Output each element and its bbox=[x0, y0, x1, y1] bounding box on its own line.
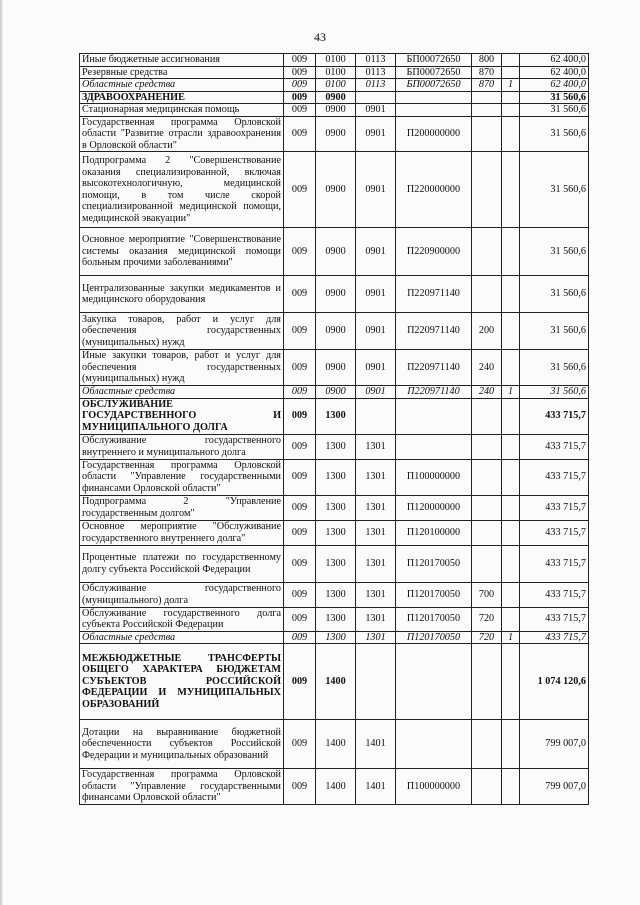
row-expense-type-code: 720 bbox=[472, 607, 502, 631]
row-subsection-code: 0901 bbox=[356, 386, 396, 399]
row-amount: 1 074 120,6 bbox=[520, 644, 589, 720]
row-expense-type-code bbox=[472, 644, 502, 720]
row-ved-code: 009 bbox=[284, 398, 316, 434]
row-expense-type-code bbox=[472, 116, 502, 152]
table-row bbox=[80, 398, 589, 434]
row-source-code bbox=[502, 313, 520, 350]
row-name: Дотации на выравнивание бюджетной обеспеченности субъектов Российской Федерации и муниципальных образований bbox=[80, 720, 284, 769]
row-source-code bbox=[502, 434, 520, 459]
row-target-code bbox=[396, 434, 472, 459]
row-name: Централизованные закупки медикаментов и медицинского оборудования bbox=[80, 276, 284, 313]
row-expense-type-code: 200 bbox=[472, 313, 502, 350]
row-source-code: 1 bbox=[502, 386, 520, 399]
row-target-code bbox=[396, 91, 472, 104]
row-expense-type-code bbox=[472, 434, 502, 459]
row-ved-code: 009 bbox=[284, 228, 316, 276]
row-section-code: 1300 bbox=[316, 495, 356, 520]
row-subsection-code: 1301 bbox=[356, 631, 396, 644]
row-section-code: 0900 bbox=[316, 228, 356, 276]
row-expense-type-code bbox=[472, 520, 502, 545]
row-section-code: 1400 bbox=[316, 644, 356, 720]
table-row bbox=[80, 386, 589, 399]
page-number: 43 bbox=[314, 30, 326, 44]
row-ved-code: 009 bbox=[284, 459, 316, 495]
row-source-code bbox=[502, 398, 520, 434]
row-ved-code: 009 bbox=[284, 607, 316, 631]
row-subsection-code bbox=[356, 91, 396, 104]
row-name: Процентные платежи по государственному долгу субъекта Российской Федерации bbox=[80, 545, 284, 582]
row-source-code bbox=[502, 228, 520, 276]
row-name: ОБСЛУЖИВАНИЕ ГОСУДАРСТВЕННОГО И МУНИЦИПАЛЬНОГО ДОЛГА bbox=[80, 398, 284, 434]
row-target-code: П120170050 bbox=[396, 631, 472, 644]
row-source-code bbox=[502, 66, 520, 79]
row-target-code: П120170050 bbox=[396, 545, 472, 582]
row-subsection-code: 0901 bbox=[356, 350, 396, 386]
row-target-code bbox=[396, 644, 472, 720]
row-source-code bbox=[502, 545, 520, 582]
row-ved-code: 009 bbox=[284, 116, 316, 152]
table-row bbox=[80, 54, 589, 67]
row-amount: 433 715,7 bbox=[520, 631, 589, 644]
row-expense-type-code bbox=[472, 276, 502, 313]
row-name: ЗДРАВООХРАНЕНИЕ bbox=[80, 91, 284, 104]
table-row bbox=[80, 582, 589, 607]
row-section-code: 0900 bbox=[316, 152, 356, 228]
binding-edge bbox=[0, 0, 3, 905]
row-target-code: П200000000 bbox=[396, 116, 472, 152]
row-name: Обслуживание государственного внутреннего и муниципального долга bbox=[80, 434, 284, 459]
row-name: Основное мероприятие "Обслуживание государственного внутреннего долга" bbox=[80, 520, 284, 545]
row-name: Иные бюджетные ассигнования bbox=[80, 54, 284, 67]
row-ved-code: 009 bbox=[284, 91, 316, 104]
row-name: Подпрограмма 2 "Совершенствование оказания специализированной, включая высокотехнологичную, медицинской помощи, в том числе скорой специализированной медицинской помощи, медицинской эвакуации" bbox=[80, 152, 284, 228]
row-subsection-code: 0901 bbox=[356, 228, 396, 276]
row-subsection-code: 0113 bbox=[356, 66, 396, 79]
row-ved-code: 009 bbox=[284, 520, 316, 545]
row-target-code: П120170050 bbox=[396, 607, 472, 631]
row-source-code bbox=[502, 104, 520, 117]
row-expense-type-code bbox=[472, 152, 502, 228]
row-amount: 433 715,7 bbox=[520, 545, 589, 582]
row-expense-type-code: 870 bbox=[472, 79, 502, 92]
row-amount: 433 715,7 bbox=[520, 582, 589, 607]
row-name: МЕЖБЮДЖЕТНЫЕ ТРАНСФЕРТЫ ОБЩЕГО ХАРАКТЕРА БЮДЖЕТАМ СУБЪЕКТОВ РОССИЙСКОЙ ФЕДЕРАЦИИ И МУНИЦИПАЛЬНЫХ ОБРАЗОВАНИЙ bbox=[80, 644, 284, 720]
row-subsection-code: 0901 bbox=[356, 276, 396, 313]
row-name: Областные средства bbox=[80, 631, 284, 644]
row-target-code: БП00072650 bbox=[396, 79, 472, 92]
row-amount: 62 400,0 bbox=[520, 66, 589, 79]
row-expense-type-code bbox=[472, 495, 502, 520]
row-amount: 31 560,6 bbox=[520, 91, 589, 104]
row-expense-type-code: 240 bbox=[472, 350, 502, 386]
row-ved-code: 009 bbox=[284, 495, 316, 520]
row-source-code bbox=[502, 116, 520, 152]
row-ved-code: 009 bbox=[284, 66, 316, 79]
row-subsection-code: 0901 bbox=[356, 104, 396, 117]
row-target-code: П120100000 bbox=[396, 520, 472, 545]
row-target-code: БП00072650 bbox=[396, 54, 472, 67]
row-subsection-code: 1301 bbox=[356, 459, 396, 495]
row-section-code: 0900 bbox=[316, 276, 356, 313]
row-expense-type-code: 700 bbox=[472, 582, 502, 607]
row-name: Областные средства bbox=[80, 79, 284, 92]
row-source-code bbox=[502, 495, 520, 520]
row-target-code: П220971140 bbox=[396, 350, 472, 386]
row-section-code: 0100 bbox=[316, 79, 356, 92]
row-ved-code: 009 bbox=[284, 54, 316, 67]
row-amount: 31 560,6 bbox=[520, 313, 589, 350]
row-ved-code: 009 bbox=[284, 313, 316, 350]
row-expense-type-code: 240 bbox=[472, 386, 502, 399]
table-row bbox=[80, 79, 589, 92]
row-ved-code: 009 bbox=[284, 582, 316, 607]
row-name: Государственная программа Орловской области "Управление государственными финансами Орловской области" bbox=[80, 769, 284, 805]
row-section-code: 0100 bbox=[316, 54, 356, 67]
row-section-code: 0900 bbox=[316, 116, 356, 152]
row-target-code bbox=[396, 398, 472, 434]
table-row bbox=[80, 607, 589, 631]
row-target-code bbox=[396, 720, 472, 769]
row-ved-code: 009 bbox=[284, 644, 316, 720]
row-subsection-code: 1401 bbox=[356, 720, 396, 769]
row-name: Государственная программа Орловской области "Развитие отрасли здравоохранения в Орловской области" bbox=[80, 116, 284, 152]
row-ved-code: 009 bbox=[284, 350, 316, 386]
table-row bbox=[80, 276, 589, 313]
row-amount: 433 715,7 bbox=[520, 607, 589, 631]
table-row bbox=[80, 228, 589, 276]
row-amount: 433 715,7 bbox=[520, 398, 589, 434]
row-section-code: 0900 bbox=[316, 350, 356, 386]
row-amount: 31 560,6 bbox=[520, 116, 589, 152]
row-target-code: П220971140 bbox=[396, 386, 472, 399]
table-row bbox=[80, 152, 589, 228]
row-name: Государственная программа Орловской области "Управление государственными финансами Орловской области" bbox=[80, 459, 284, 495]
row-subsection-code: 1301 bbox=[356, 545, 396, 582]
row-expense-type-code bbox=[472, 769, 502, 805]
table-row bbox=[80, 434, 589, 459]
row-name: Обслуживание государственного (муниципального) долга bbox=[80, 582, 284, 607]
row-name: Обслуживание государственного долга субъекта Российской Федерации bbox=[80, 607, 284, 631]
row-subsection-code: 1301 bbox=[356, 607, 396, 631]
row-source-code bbox=[502, 769, 520, 805]
table-row bbox=[80, 91, 589, 104]
row-subsection-code: 1301 bbox=[356, 434, 396, 459]
row-subsection-code: 1301 bbox=[356, 520, 396, 545]
table-row bbox=[80, 520, 589, 545]
row-amount: 433 715,7 bbox=[520, 434, 589, 459]
row-expense-type-code: 800 bbox=[472, 54, 502, 67]
row-expense-type-code: 720 bbox=[472, 631, 502, 644]
row-source-code bbox=[502, 91, 520, 104]
row-section-code: 0900 bbox=[316, 91, 356, 104]
row-amount: 31 560,6 bbox=[520, 350, 589, 386]
table-row bbox=[80, 631, 589, 644]
row-target-code: П220900000 bbox=[396, 228, 472, 276]
row-target-code: БП00072650 bbox=[396, 66, 472, 79]
row-target-code: П120170050 bbox=[396, 582, 472, 607]
table-row bbox=[80, 644, 589, 720]
row-ved-code: 009 bbox=[284, 631, 316, 644]
row-section-code: 1400 bbox=[316, 720, 356, 769]
row-amount: 799 007,0 bbox=[520, 769, 589, 805]
row-amount: 433 715,7 bbox=[520, 459, 589, 495]
row-source-code bbox=[502, 459, 520, 495]
row-name: Стационарная медицинская помощь bbox=[80, 104, 284, 117]
row-expense-type-code bbox=[472, 398, 502, 434]
row-ved-code: 009 bbox=[284, 104, 316, 117]
row-source-code bbox=[502, 582, 520, 607]
row-section-code: 1300 bbox=[316, 545, 356, 582]
row-name: Закупка товаров, работ и услуг для обеспечения государственных (муниципальных) нужд bbox=[80, 313, 284, 350]
row-target-code bbox=[396, 104, 472, 117]
row-ved-code: 009 bbox=[284, 545, 316, 582]
row-section-code: 0900 bbox=[316, 313, 356, 350]
row-amount: 31 560,6 bbox=[520, 228, 589, 276]
row-section-code: 1300 bbox=[316, 607, 356, 631]
row-amount: 433 715,7 bbox=[520, 520, 589, 545]
row-target-code: П120000000 bbox=[396, 495, 472, 520]
table-row bbox=[80, 769, 589, 805]
row-amount: 31 560,6 bbox=[520, 386, 589, 399]
row-subsection-code: 0113 bbox=[356, 54, 396, 67]
row-ved-code: 009 bbox=[284, 276, 316, 313]
table-row bbox=[80, 116, 589, 152]
row-subsection-code: 0901 bbox=[356, 313, 396, 350]
row-name: Резервные средства bbox=[80, 66, 284, 79]
row-section-code: 1300 bbox=[316, 520, 356, 545]
budget-table bbox=[79, 53, 589, 805]
table-body bbox=[80, 54, 589, 805]
row-section-code: 1300 bbox=[316, 582, 356, 607]
row-amount: 31 560,6 bbox=[520, 276, 589, 313]
row-source-code bbox=[502, 350, 520, 386]
row-section-code: 1300 bbox=[316, 459, 356, 495]
table-row bbox=[80, 104, 589, 117]
table-row bbox=[80, 350, 589, 386]
row-amount: 62 400,0 bbox=[520, 79, 589, 92]
row-subsection-code bbox=[356, 398, 396, 434]
row-expense-type-code bbox=[472, 720, 502, 769]
row-expense-type-code bbox=[472, 545, 502, 582]
table-row bbox=[80, 313, 589, 350]
row-subsection-code: 0113 bbox=[356, 79, 396, 92]
row-source-code bbox=[502, 607, 520, 631]
row-target-code: П100000000 bbox=[396, 769, 472, 805]
row-section-code: 1400 bbox=[316, 769, 356, 805]
row-target-code: П220000000 bbox=[396, 152, 472, 228]
row-ved-code: 009 bbox=[284, 434, 316, 459]
row-section-code: 1300 bbox=[316, 434, 356, 459]
row-subsection-code: 1401 bbox=[356, 769, 396, 805]
row-section-code: 0900 bbox=[316, 104, 356, 117]
row-amount: 433 715,7 bbox=[520, 495, 589, 520]
row-source-code bbox=[502, 152, 520, 228]
row-ved-code: 009 bbox=[284, 79, 316, 92]
row-amount: 62 400,0 bbox=[520, 54, 589, 67]
row-subsection-code: 1301 bbox=[356, 495, 396, 520]
table-row bbox=[80, 720, 589, 769]
row-name: Иные закупки товаров, работ и услуг для обеспечения государственных (муниципальных) нужд bbox=[80, 350, 284, 386]
row-expense-type-code: 870 bbox=[472, 66, 502, 79]
row-section-code: 0100 bbox=[316, 66, 356, 79]
row-amount: 31 560,6 bbox=[520, 104, 589, 117]
row-name: Подпрограмма 2 "Управление государственным долгом" bbox=[80, 495, 284, 520]
row-source-code bbox=[502, 644, 520, 720]
row-amount: 799 007,0 bbox=[520, 720, 589, 769]
row-source-code bbox=[502, 520, 520, 545]
row-section-code: 1300 bbox=[316, 631, 356, 644]
row-name: Основное мероприятие "Совершенствование системы оказания медицинской помощи больным прочими заболеваниями" bbox=[80, 228, 284, 276]
row-target-code: П220971140 bbox=[396, 313, 472, 350]
row-ved-code: 009 bbox=[284, 720, 316, 769]
row-source-code bbox=[502, 54, 520, 67]
table-row bbox=[80, 545, 589, 582]
row-source-code bbox=[502, 276, 520, 313]
row-ved-code: 009 bbox=[284, 152, 316, 228]
row-expense-type-code bbox=[472, 228, 502, 276]
row-source-code: 1 bbox=[502, 631, 520, 644]
row-target-code: П220971140 bbox=[396, 276, 472, 313]
row-subsection-code bbox=[356, 644, 396, 720]
row-subsection-code: 0901 bbox=[356, 152, 396, 228]
row-expense-type-code bbox=[472, 104, 502, 117]
row-expense-type-code bbox=[472, 459, 502, 495]
row-source-code bbox=[502, 720, 520, 769]
row-expense-type-code bbox=[472, 91, 502, 104]
row-amount: 31 560,6 bbox=[520, 152, 589, 228]
row-ved-code: 009 bbox=[284, 386, 316, 399]
row-name: Областные средства bbox=[80, 386, 284, 399]
row-target-code: П100000000 bbox=[396, 459, 472, 495]
table-row bbox=[80, 66, 589, 79]
row-section-code: 0900 bbox=[316, 386, 356, 399]
row-subsection-code: 1301 bbox=[356, 582, 396, 607]
table-row bbox=[80, 495, 589, 520]
row-subsection-code: 0901 bbox=[356, 116, 396, 152]
row-source-code: 1 bbox=[502, 79, 520, 92]
table-row bbox=[80, 459, 589, 495]
row-ved-code: 009 bbox=[284, 769, 316, 805]
row-section-code: 1300 bbox=[316, 398, 356, 434]
